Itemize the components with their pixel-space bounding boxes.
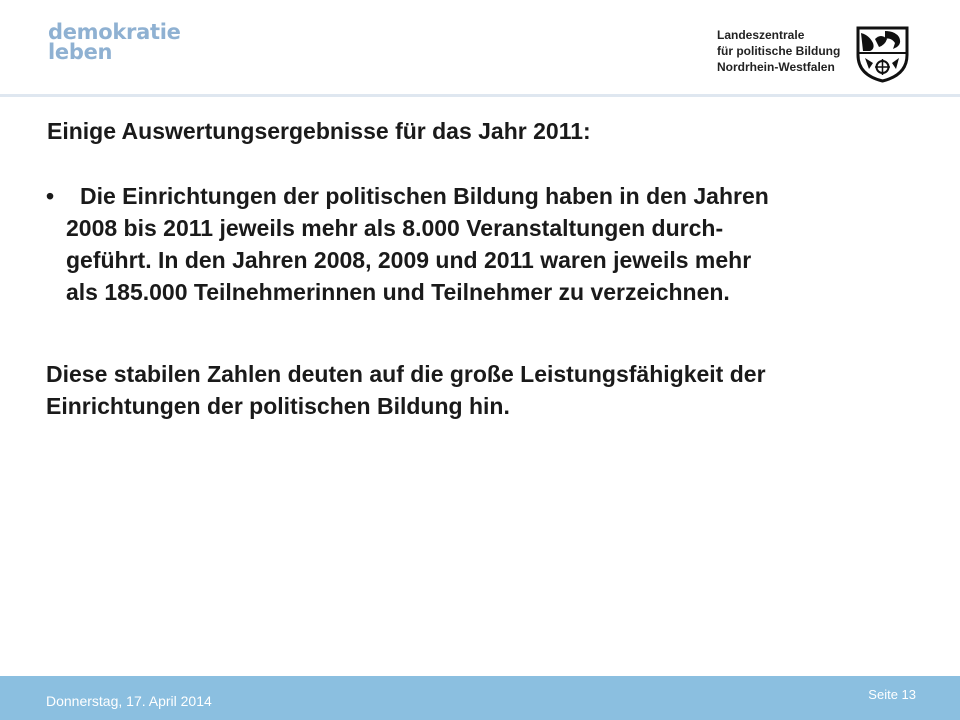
page-number: Seite 13 — [868, 687, 916, 702]
bullet-text — [66, 180, 906, 308]
footer-date: Donnerstag, 17. April 2014 — [46, 693, 212, 709]
logo-right-line3: Nordrhein-Westfalen — [717, 60, 835, 74]
header-rule — [0, 94, 960, 97]
footer-bar — [0, 676, 960, 720]
logo-right-line2: für politische Bildung — [717, 44, 841, 58]
logo-demokratie-leben — [48, 22, 181, 62]
logo-right-line1: Landeszentrale — [717, 28, 805, 42]
bullet-line-3: geführt. In den Jahren 2008, 2009 und 2011 waren jeweils mehr — [66, 247, 752, 273]
summary-paragraph — [46, 358, 926, 422]
summary-line-2: Einrichtungen der politischen Bildung hin. — [46, 393, 510, 419]
slide-heading: Einige Auswertungsergebnisse für das Jahr 2011: — [47, 118, 591, 144]
logo-left-line2: leben — [48, 40, 113, 64]
bullet-item — [46, 180, 906, 308]
summary-line-1: Diese stabilen Zahlen deuten auf die große Leistungsfähigkeit der — [46, 361, 766, 387]
bullet-line-4: als 185.000 Teilnehmerinnen und Teilnehmer zu verzeichnen. — [66, 279, 730, 305]
nrw-coat-of-arms-icon — [855, 25, 910, 83]
logo-landeszentrale — [717, 27, 840, 75]
bullet-line-2: 2008 bis 2011 jeweils mehr als 8.000 Veranstaltungen durch- — [66, 215, 724, 241]
bullet-line-1: Die Einrichtungen der politischen Bildung haben in den Jahren — [80, 183, 769, 209]
logo-left-line1: demokratie — [48, 20, 181, 44]
bullet-marker: • — [46, 183, 55, 209]
